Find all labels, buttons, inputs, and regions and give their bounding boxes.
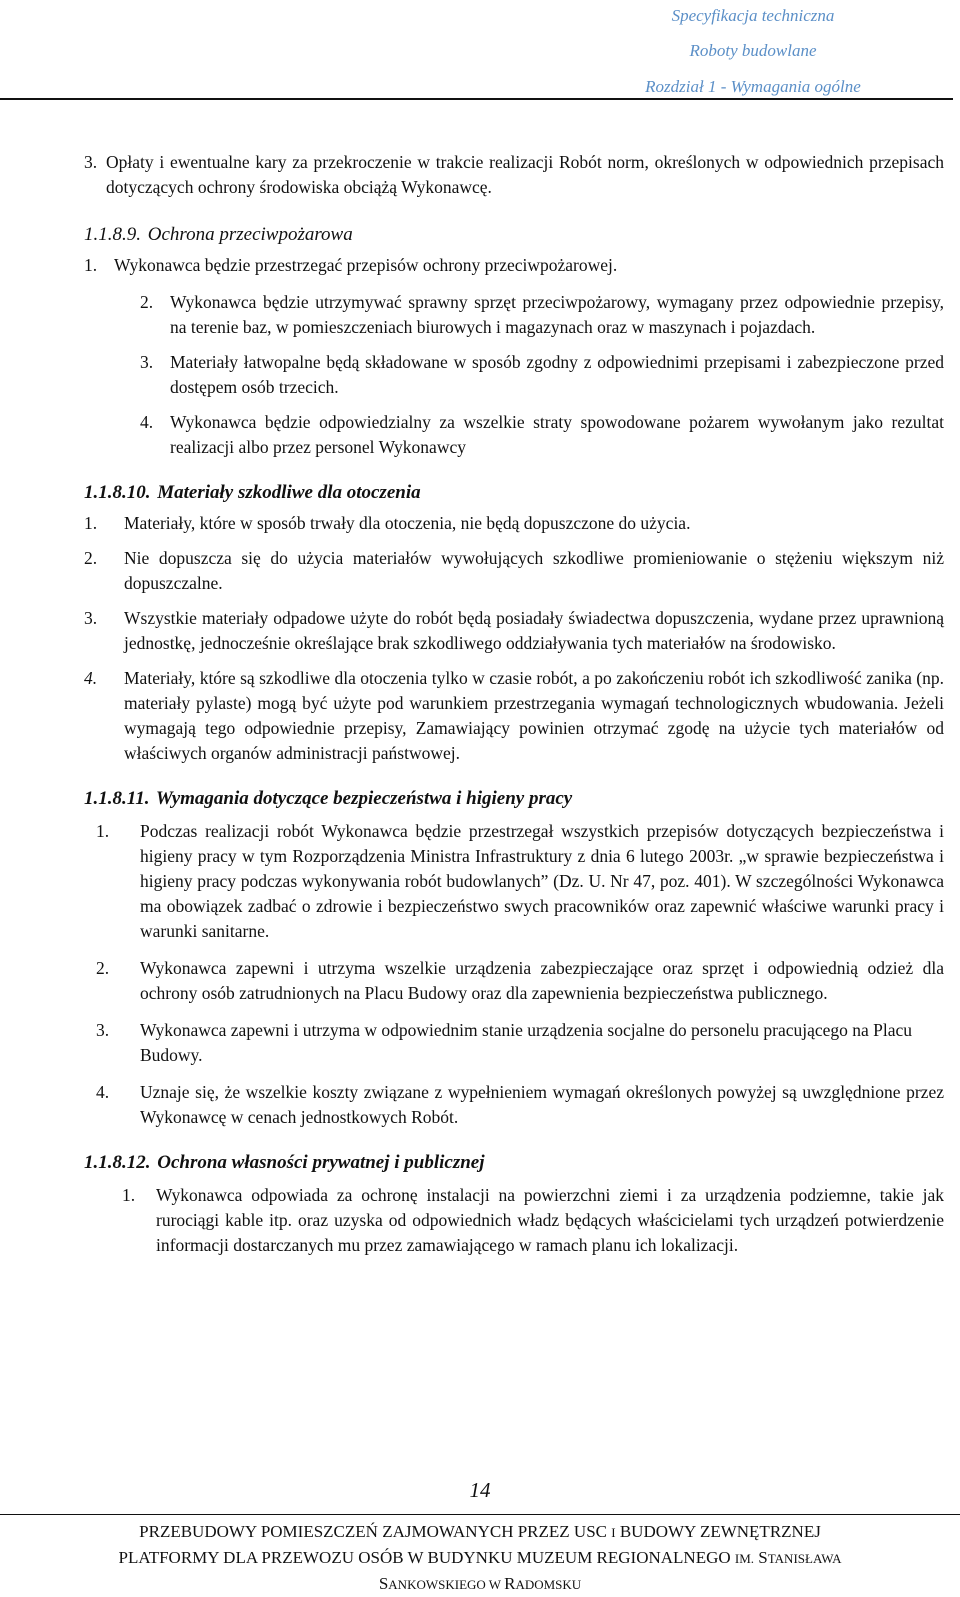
- section-number: 1.1.8.10.: [84, 482, 151, 503]
- list-item: [84, 606, 944, 656]
- list-item: [122, 1183, 944, 1258]
- footer-text: I: [611, 1525, 616, 1540]
- item-text: Uznaje się, że wszelkie koszty związane z wypełnieniem wymagań określonych powyżej są uwzględnione przez Wykonawcę w cenach jednostkowych Robót.: [140, 1082, 944, 1127]
- section-number: 1.1.8.12.: [84, 1152, 151, 1173]
- item-num: 1.: [96, 821, 110, 841]
- page-number: 14: [469, 1478, 491, 1502]
- section-title: Ochrona przeciwpożarowa: [147, 224, 353, 245]
- intro-item: [84, 150, 944, 200]
- property-protection-list: [84, 1183, 944, 1258]
- item-num: 4.: [96, 1082, 110, 1102]
- item-num: 2.: [140, 292, 154, 312]
- item-text: Podczas realizacji robót Wykonawca będzie przestrzegał wszystkich przepisów dotyczących bezpieczeństwa i higieny pracy w tym Rozporządzenia Ministra Infrastruktury z dnia 6 lutego 2003r. „w sprawie bezpieczeństwa i higieny pracy podczas wykonywania robót budowlanych” (Dz. U. Nr 47, poz. 401). W szczególności Wykonawca ma obowiązek zadbać o zdrowie i bezpieczeństwo swych pracowników oraz zapewnić właściwe warunki pracy i warunki sanitarne.: [140, 821, 944, 941]
- header-doc-type: Specyfikacja techniczna: [671, 6, 835, 25]
- footer-text: BUDOWY ZEWNĘTRZNEJ: [615, 1522, 821, 1541]
- list-item: [96, 1018, 944, 1068]
- section-title: Materiały szkodliwe dla otoczenia: [157, 482, 421, 503]
- footer-text: S: [378, 1574, 389, 1593]
- item-num: 1.: [122, 1185, 136, 1205]
- section-heading-1189: [84, 222, 944, 247]
- page-header: [0, 0, 953, 100]
- list-item: [84, 546, 944, 596]
- list-item: [84, 666, 944, 766]
- footer-line-3: [0, 1571, 960, 1597]
- item-num: 1.: [84, 513, 98, 533]
- footer-text: ADOMSKU: [515, 1577, 582, 1592]
- footer-text: IM.: [734, 1551, 755, 1566]
- footer-text: R: [504, 1574, 516, 1593]
- list-item: [140, 350, 944, 400]
- list-item: [96, 956, 944, 1006]
- header-chapter: Rozdział 1 - Wymagania ogólne: [645, 77, 861, 96]
- item-num: 4.: [140, 412, 154, 432]
- item-num: 4.: [84, 668, 98, 688]
- list-item: [96, 1080, 944, 1130]
- footer-text: PRZEBUDOWY POMIESZCZEŃ ZAJMOWANYCH PRZEZ USC: [139, 1522, 612, 1541]
- list-item: [96, 819, 944, 944]
- section-heading-11810: [84, 480, 944, 505]
- item-num: 1.: [84, 255, 98, 275]
- list-item: [84, 253, 944, 278]
- item-text: Wykonawca odpowiada za ochronę instalacji na powierzchni ziemi i za urządzenia podziemne, takie jak rurociągi kable itp. oraz uzyska od odpowiednich władz będących właścicielami tych urządzeń potwierdzenie informacji dostarczanych mu przez zamawiającego w ramach planu ich lokalizacji.: [156, 1185, 944, 1255]
- item-text: Materiały, które są szkodliwe dla otoczenia tylko w czasie robót, a po zakończeniu robót ich szkodliwość zanika (np. materiały pylaste) mogą być użyte pod warunkiem przestrzegania wymagań technologicznych wbudowania. Jeżeli wymagają tego odpowiednie przepisy, Zamawiający powinien otrzymać zgodę na użycie tych materiałów od właściwych organów administracji państwowej.: [124, 668, 944, 763]
- section-heading-11812: [84, 1150, 944, 1175]
- item-num: 2.: [84, 548, 98, 568]
- intro-text: Opłaty i ewentualne kary za przekroczenie w trakcie realizacji Robót norm, określonych w odpowiednich przepisach dotyczących ochrony środowiska obciążą Wykonawcę.: [106, 152, 944, 197]
- item-text: Wszystkie materiały odpadowe użyte do robót będą posiadały świadectwa dopuszczenia, wydane przez uprawnioną jednostkę, jednocześnie określające brak szkodliwego oddziaływania tych materiałów na środowisko.: [124, 608, 944, 653]
- item-num: 2.: [96, 958, 110, 978]
- page-footer: [0, 1514, 960, 1597]
- section-number: 1.1.8.9.: [84, 224, 141, 245]
- footer-text: S: [754, 1548, 768, 1567]
- item-text: Wykonawca będzie utrzymywać sprawny sprzęt przeciwpożarowy, wymagany przez odpowiednie przepisy, na terenie baz, w pomieszczeniach biurowych i magazynach oraz w maszynach i pojazdach.: [170, 292, 944, 337]
- footer-text: PLATFORMY DLA PRZEWOZU OSÓB W BUDYNKU MUZEUM REGIONALNEGO: [118, 1548, 735, 1567]
- item-num: 3.: [84, 608, 98, 628]
- health-safety-list: [84, 819, 944, 1130]
- item-text: Materiały łatwopalne będą składowane w sposób zgodny z odpowiednimi przepisami i zabezpieczone przed dostępem osób trzecich.: [170, 352, 944, 397]
- section-title: Wymagania dotyczące bezpieczeństwa i higieny pracy: [155, 788, 573, 809]
- footer-line-2: [0, 1545, 960, 1571]
- item-text: Wykonawca zapewni i utrzyma wszelkie urządzenia zabezpieczające oraz sprzęt i odpowiednią odzież dla ochrony osób zatrudnionych na Placu Budowy oraz dla zapewnienia bezpieczeństwa publicznego.: [140, 958, 944, 1003]
- item-num: 3.: [96, 1020, 110, 1040]
- item-text: Nie dopuszcza się do użycia materiałów wywołujących szkodliwe promieniowanie o stężeniu większym niż dopuszczalne.: [124, 548, 944, 593]
- footer-text: ANKOWSKIEGO W: [388, 1577, 505, 1592]
- section-title: Ochrona własności prywatnej i publicznej: [157, 1152, 485, 1173]
- document-body: [84, 150, 944, 1258]
- harmful-materials-list: [84, 511, 944, 766]
- footer-text: TANISŁAWA: [767, 1551, 842, 1566]
- list-item: [140, 290, 944, 340]
- item-text: Materiały, które w sposób trwały dla otoczenia, nie będą dopuszczone do użycia.: [124, 513, 691, 533]
- header-work-type: Roboty budowlane: [689, 41, 817, 60]
- item-num: 3.: [140, 352, 154, 372]
- item-text: Wykonawca będzie odpowiedzialny za wszelkie straty spowodowane pożarem wywołanym jako rezultat realizacji albo przez personel Wykonawcy: [170, 412, 944, 457]
- list-item: [84, 511, 944, 536]
- section-number: 1.1.8.11.: [84, 788, 150, 809]
- list-item: [140, 410, 944, 460]
- item-text: Wykonawca będzie przestrzegać przepisów ochrony przeciwpożarowej.: [114, 255, 618, 275]
- section-heading-11811: [84, 786, 944, 811]
- fire-protection-list: [84, 253, 944, 460]
- item-text: Wykonawca zapewni i utrzyma w odpowiednim stanie urządzenia socjalne do personelu pracującego na Placu Budowy.: [140, 1020, 913, 1065]
- footer-line-1: [0, 1519, 960, 1545]
- intro-num: 3.: [84, 152, 98, 172]
